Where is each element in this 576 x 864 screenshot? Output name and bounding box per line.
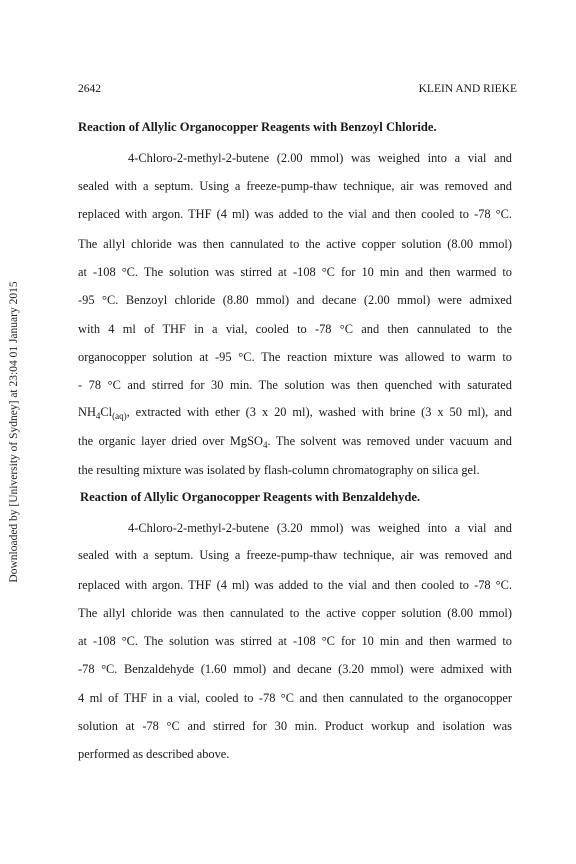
paragraph-line: The allyl chloride was then cannulated to the active copper solution (8.00 mmol) [78, 237, 512, 251]
paragraph-line: solution at -78 °C and stirred for 30 min. Product workup and isolation was [78, 719, 512, 733]
paragraph-line: the resulting mixture was isolated by flash-column chromatography on silica gel. [78, 463, 480, 477]
download-watermark-text: Downloaded by [University of Sydney] at 23:04 01 January 2015 [8, 281, 20, 583]
paragraph-line: at -108 °C. The solution was stirred at -108 °C for 10 min and then warmed to [78, 265, 512, 279]
paragraph-line: 4 ml of THF in a vial, cooled to -78 °C and then cannulated to the organocopper [78, 691, 512, 705]
page-number: 2642 [78, 83, 101, 95]
section-heading-benzoyl-chloride: Reaction of Allylic Organocopper Reagents with Benzoyl Chloride. [78, 120, 437, 134]
paragraph-line: 4-Chloro-2-methyl-2-butene (2.00 mmol) was weighed into a vial and [128, 151, 512, 165]
paragraph-line: with 4 ml of THF in a vial, cooled to -78 °C and then cannulated to the [78, 322, 512, 336]
paragraph-line: organocopper solution at -95 °C. The reaction mixture was allowed to warm to [78, 350, 512, 364]
paragraph-line: $NH_4Cl_{(aq)}$, extracted with ether (3 x 20 ml), washed with brine (3 x 50 ml), and [78, 405, 512, 421]
paragraph-line: sealed with a septum. Using a freeze-pump-thaw technique, air was removed and [78, 548, 512, 562]
paragraph-line: sealed with a septum. Using a freeze-pump-thaw technique, air was removed and [78, 179, 512, 193]
running-head: KLEIN AND RIEKE [418, 83, 517, 95]
paragraph-line: -78 °C. Benzaldehyde (1.60 mmol) and decane (3.20 mmol) were admixed with [78, 662, 512, 676]
formula-nh4cl: $NH_4Cl_{(aq)}$ [78, 405, 127, 421]
paragraph-line: performed as described above. [78, 747, 230, 761]
paragraph-line: 4-Chloro-2-methyl-2-butene (3.20 mmol) was weighed into a vial and [128, 521, 512, 535]
paragraph-line: replaced with argon. THF (4 ml) was added to the vial and then cooled to -78 °C. [78, 207, 512, 221]
paragraph-line: replaced with argon. THF (4 ml) was added to the vial and then cooled to -78 °C. [78, 578, 512, 592]
paragraph-line: the organic layer dried over MgSO$_4$. The solvent was removed under vacuum and [78, 434, 512, 450]
paragraph-line: - 78 °C and stirred for 30 min. The solution was then quenched with saturated [78, 378, 512, 392]
paragraph-line: -95 °C. Benzoyl chloride (8.80 mmol) and decane (2.00 mmol) were admixed [78, 293, 512, 307]
paragraph-line: The allyl chloride was then cannulated to the active copper solution (8.00 mmol) [78, 606, 512, 620]
paragraph-line: at -108 °C. The solution was stirred at -108 °C for 10 min and then warmed to [78, 634, 512, 648]
section-heading-benzaldehyde: Reaction of Allylic Organocopper Reagents with Benzaldehyde. [80, 490, 421, 504]
